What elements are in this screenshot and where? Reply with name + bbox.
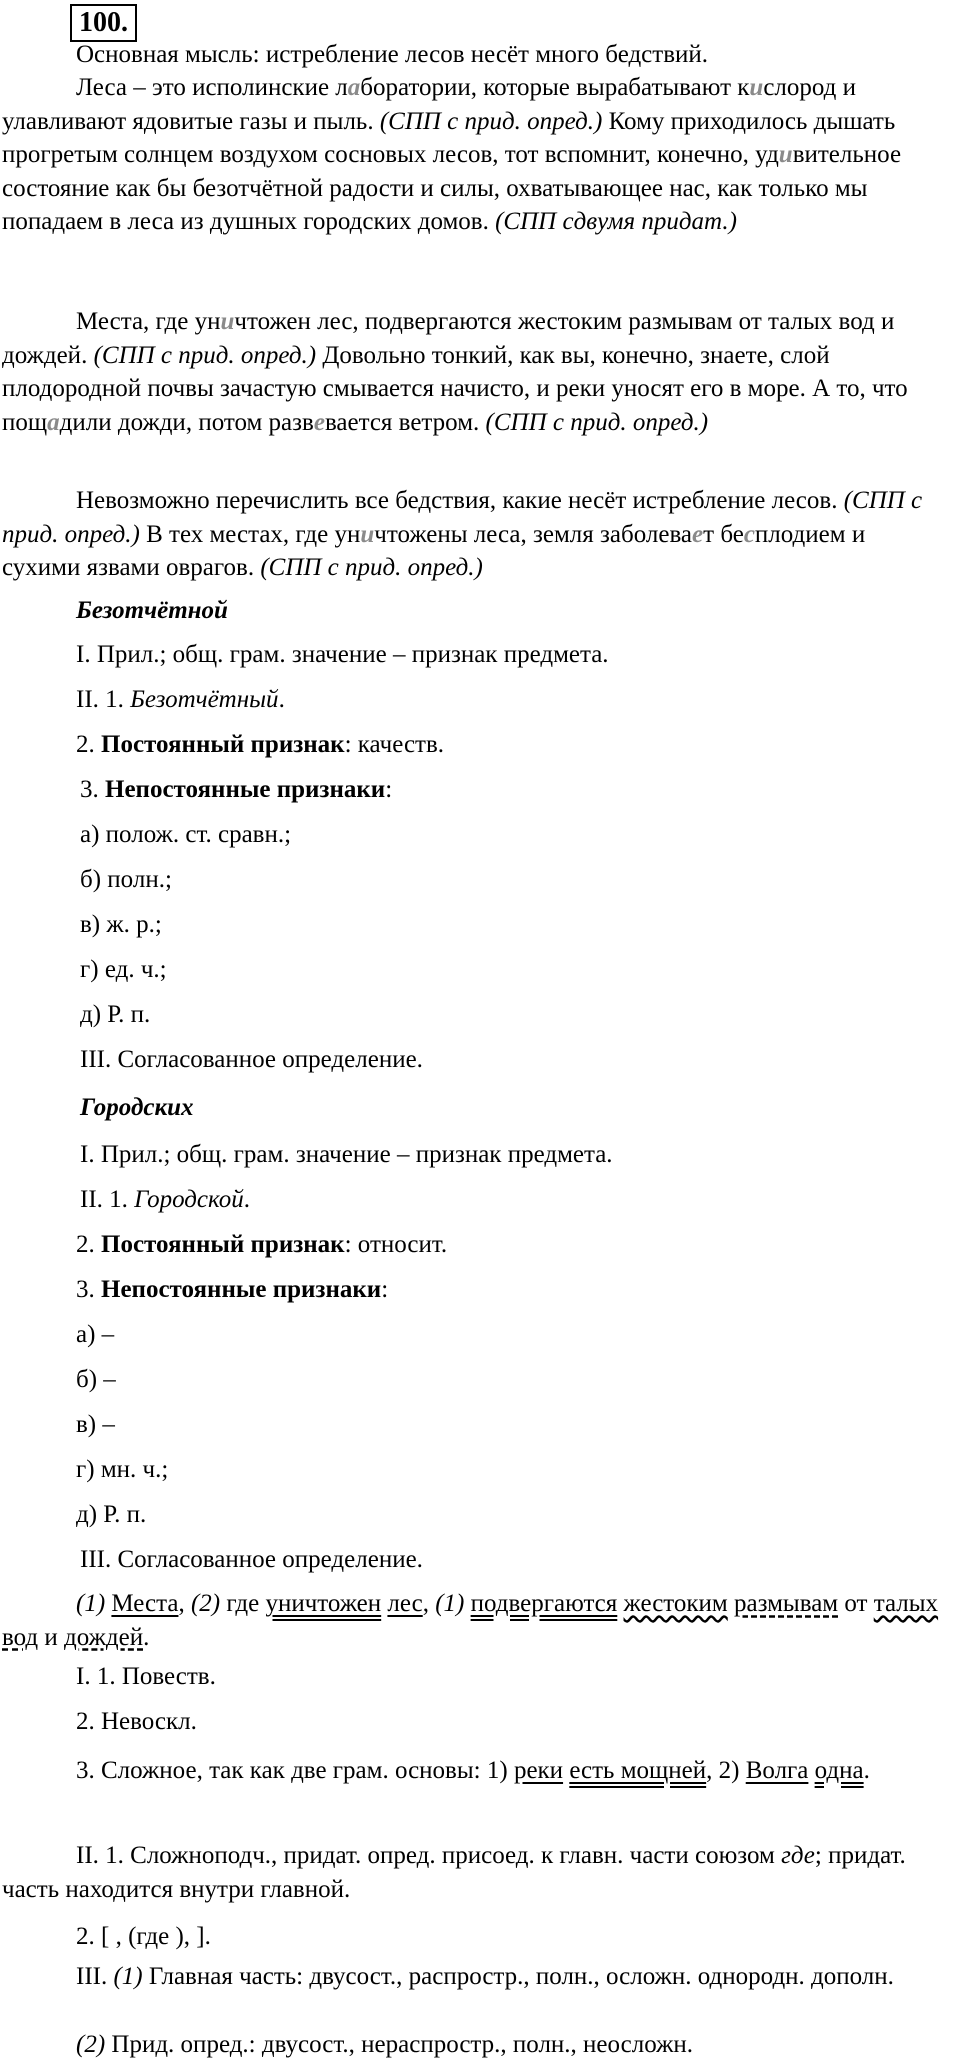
exercise-number: 100. [70,4,137,42]
parsed-sentence: (1) Места, (2) где уничтожен лес, (1) подвергаются жестоким размывам от талых вод и дождей. [2,1590,939,1651]
spelling-highlight: и [778,141,793,169]
sentence-type-note: (СПП с прид. опред.) [260,554,483,582]
analysis-line: в) – [76,1411,115,1438]
sentence-scheme: 2. [ , (где ), ]. [76,1923,211,1950]
predicate-word: подвергаются [470,1590,618,1617]
analysis-word-heading: Городских [80,1094,194,1121]
analysis-line: II. 1. Городской. [80,1186,250,1213]
spelling-highlight: е [313,408,325,436]
attribute-word: талых [873,1590,939,1617]
spelling-highlight: а [347,74,361,101]
analysis-line: д) Р. п. [76,1501,147,1528]
object-word: вод [2,1623,39,1651]
predicate-word: одна [814,1757,864,1784]
analysis-word-heading: Безотчётной [76,597,228,624]
subject-word: Волга [745,1757,809,1784]
analysis-line: I. Прил.; общ. грам. значение – признак предмета. [80,1141,613,1168]
spelling-highlight: с [743,520,755,548]
syntax-line: 2. Невоскл. [76,1708,197,1735]
analysis-line: а) полож. ст. сравн.; [80,821,292,848]
sentence-type-note: (СПП с прид. опред.) [379,107,603,135]
subject-word: реки [513,1757,564,1784]
object-word: дождей [64,1623,144,1651]
subject-word: лес [387,1590,423,1617]
analysis-line: д) Р. п. [80,1001,151,1028]
object-word: размывам [733,1590,839,1617]
syntax-line: III. (1) Главная часть: двусост., распростр., полн., осложн. однородн. дополн. [76,1963,894,1990]
text-paragraph-2: Места, где уничтожен лес, подвергаются жестоким размывам от талых вод и дождей. (СПП с прид. опред.) Довольно тонкий, как вы, конечно, знаете, слой плодородной почвы зачастую смывается начисто, и реки уносят его в море. А то, что пощадили дожди, потом развевается ветром. (СПП с прид. опред.) [2,308,908,436]
analysis-line: I. Прил.; общ. грам. значение – признак предмета. [76,641,609,668]
predicate-word: есть мощней [569,1757,707,1784]
sentence-type-note: (СПП сдвумя придат.) [495,208,737,236]
analysis-line: 2. Постоянный признак: качеств. [76,731,445,758]
initial-form: Безотчётный [130,686,279,713]
analysis-line: б) – [76,1366,116,1393]
spelling-highlight: и [360,520,375,548]
analysis-line: 2. Постоянный признак: относит. [76,1231,448,1258]
syntax-line: (2) Прид. опред.: двусост., нераспростр., полн., неосложн. [76,2031,693,2058]
analysis-line: г) мн. ч.; [76,1456,169,1483]
text-paragraph-3: Невозможно перечислить все бедствия, какие несёт истребление лесов. (СПП с прид. опред.) В тех местах, где уничтожены леса, земля заболевает бесплодием и сухими язвами оврагов. (СПП с прид. опред.) [2,487,923,582]
feature-label: Непостоянные признаки [101,1276,382,1303]
predicate-word: уничтожен [265,1590,382,1617]
feature-label: Постоянный признак [101,1231,345,1258]
sentence-type-note: (СПП с прид. опред.) [93,341,317,369]
spelling-highlight: е [692,520,704,548]
analysis-line: 3. Непостоянные признаки: [80,776,393,803]
analysis-line: б) полн.; [80,866,172,893]
syntax-line: 3. Сложное, так как две грам. основы: 1) реки есть мощней, 2) Волга одна. [76,1757,870,1784]
text-paragraph-1: Леса – это исполинские лаборатории, которые вырабатывают кислород и улавливают ядовитые газы и пыль. (СПП с прид. опред.) Кому приходилось дышать прогретым солнцем воздухом сосновых лесов, тот вспомнит, конечно, удивительное состояние как бы безотчётной радости и силы, охватывающее нас, как только мы попадаем в леса из душных городских домов. (СПП сдвумя придат.) [2,74,902,236]
main-idea: Основная мысль: истребление лесов несёт много бедствий. [76,41,709,68]
analysis-line: а) – [76,1321,115,1348]
syntax-line: I. 1. Повеств. [76,1663,216,1690]
sentence-type-note: (СПП с прид. опред.) [485,408,709,436]
spelling-highlight: а [47,408,60,436]
analysis-line: г) ед. ч.; [80,956,167,983]
analysis-line: 3. Непостоянные признаки: [76,1276,389,1303]
spelling-highlight: и [220,308,235,335]
analysis-line: III. Согласованное определение. [80,1046,423,1073]
analysis-line: III. Согласованное определение. [80,1546,423,1573]
attribute-word: жестоким [623,1590,728,1617]
sentence-type-note: (СПП с прид. опред.) [2,487,923,548]
feature-label: Постоянный признак [101,731,345,758]
initial-form: Городской [134,1186,244,1213]
spelling-highlight: и [749,74,764,101]
syntax-line: II. 1. Сложноподч., придат. опред. присоед. к главн. части союзом где; придат. часть находится внутри главной. [2,1842,906,1903]
analysis-line: в) ж. р.; [80,911,162,938]
analysis-line: II. 1. Безотчётный. [76,686,285,713]
feature-label: Непостоянные признаки [105,776,386,803]
subject-word: Места [111,1590,179,1617]
